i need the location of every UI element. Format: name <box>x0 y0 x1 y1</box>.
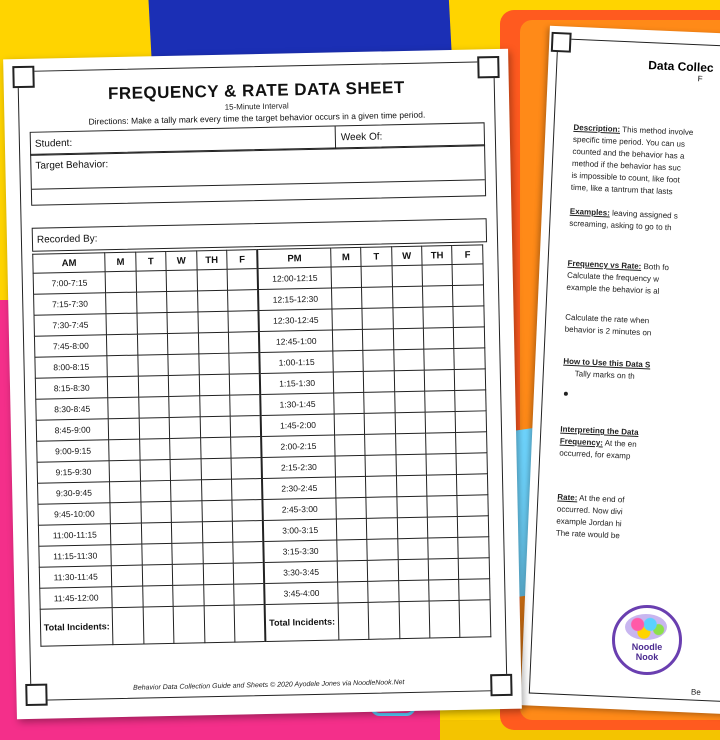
am-time-slot: 8:15-8:30 <box>35 377 108 400</box>
guide-text: example Jordan hi <box>556 516 622 529</box>
tally-cell <box>333 350 364 372</box>
tally-cell <box>227 269 258 291</box>
am-time-slot: 9:00-9:15 <box>37 440 110 463</box>
day-header: F <box>452 245 483 265</box>
pm-time-slot: 3:00-3:15 <box>263 519 336 542</box>
tally-cell <box>167 291 198 313</box>
tally-cell <box>106 313 137 335</box>
tally-cell <box>337 560 368 582</box>
tally-cell <box>137 312 168 334</box>
guide-text: specific time period. You can us <box>572 134 686 149</box>
tally-cell <box>395 433 426 455</box>
guide-heading: Examples: <box>569 206 611 218</box>
tally-cell <box>107 355 138 377</box>
pm-time-slot: 1:00-1:15 <box>260 351 333 374</box>
tally-cell <box>398 559 429 581</box>
tally-cell <box>113 607 144 645</box>
tally-cell <box>169 396 200 418</box>
tally-cell <box>140 480 171 502</box>
guide-text: At the en <box>602 438 637 449</box>
guide-text: Tally marks on th <box>574 369 635 381</box>
guide-text: occurred. Now divi <box>556 504 623 517</box>
tally-cell <box>332 308 363 330</box>
tally-cell <box>138 375 169 397</box>
tally-cell <box>331 287 362 309</box>
guide-heading: Frequency: <box>559 436 604 448</box>
tally-cell <box>173 606 204 644</box>
tally-cell <box>453 306 484 328</box>
frame-corner <box>477 56 499 78</box>
sheet-subtitle: 15-Minute Interval <box>224 101 289 112</box>
tally-cell <box>136 270 167 292</box>
tally-cell <box>137 333 168 355</box>
tally-cell <box>459 579 490 601</box>
tally-cell <box>336 497 367 519</box>
total-incidents-label: Total Incidents: <box>40 608 113 647</box>
tally-cell <box>108 397 139 419</box>
pm-time-slot: 12:45-1:00 <box>259 330 332 353</box>
tally-cell <box>110 502 141 524</box>
tally-cell <box>170 438 201 460</box>
tally-cell <box>399 601 430 639</box>
tally-cell <box>231 458 262 480</box>
tally-cell <box>393 328 424 350</box>
day-header: F <box>227 250 258 270</box>
tally-cell <box>331 266 362 288</box>
tally-cell <box>136 291 167 313</box>
tally-cell <box>452 264 483 286</box>
tally-cell <box>169 417 200 439</box>
tally-cell <box>394 370 425 392</box>
pm-time-slot: 2:00-2:15 <box>262 435 335 458</box>
tally-cell <box>230 416 261 438</box>
tally-cell <box>425 411 456 433</box>
tally-grid <box>32 244 491 646</box>
tally-cell <box>458 537 489 559</box>
tally-cell <box>428 558 459 580</box>
logo-line-2: Nook <box>635 652 659 662</box>
tally-cell <box>229 374 260 396</box>
tally-cell <box>454 327 485 349</box>
tally-cell <box>362 287 393 309</box>
tally-cell <box>422 264 453 286</box>
tally-cell <box>231 437 262 459</box>
tally-cell <box>337 581 368 603</box>
am-time-slot: 11:15-11:30 <box>39 545 112 568</box>
copyright-footer: Behavior Data Collection Guide and Sheets © 2020 Ayodele Jones via NoodleNook.Net <box>133 679 405 692</box>
tally-cell <box>423 285 454 307</box>
tally-cell <box>142 543 173 565</box>
tally-cell <box>204 605 235 643</box>
tally-cell <box>363 350 394 372</box>
tally-cell <box>392 286 423 308</box>
tally-cell <box>234 583 265 605</box>
tally-cell <box>228 311 259 333</box>
tally-cell <box>393 349 424 371</box>
tally-cell <box>397 517 428 539</box>
target-behavior-field <box>30 144 486 206</box>
tally-cell <box>203 563 234 585</box>
recorded-by-label: Recorded By: <box>36 233 98 246</box>
tally-cell <box>143 606 174 644</box>
tally-cell <box>366 497 397 519</box>
guide-heading: Frequency vs Rate: <box>567 258 642 271</box>
am-time-slot: 9:45-10:00 <box>38 503 111 526</box>
logo-text <box>615 642 679 662</box>
day-header: M <box>105 252 136 272</box>
guide-text: behavior is 2 minutes on <box>564 324 652 338</box>
brain-icon <box>625 614 667 640</box>
am-header: AM <box>33 253 106 274</box>
tally-cell <box>139 438 170 460</box>
pm-time-slot: 1:30-1:45 <box>261 393 334 416</box>
tally-cell <box>424 369 455 391</box>
tally-cell <box>458 516 489 538</box>
tally-cell <box>397 538 428 560</box>
tally-cell <box>368 602 399 640</box>
guide-bottom-text: Be <box>690 687 701 697</box>
tally-cell <box>336 518 367 540</box>
tally-cell <box>365 455 396 477</box>
guide-text: counted and the behavior has a <box>572 146 685 161</box>
tally-cell <box>107 334 138 356</box>
pm-time-slot: 2:30-2:45 <box>262 477 335 500</box>
guide-heading: How to Use this Data S <box>563 356 651 370</box>
directions-text: Directions: Make a tally mark every time the target behavior occurs in a given time period. <box>88 109 426 127</box>
tally-cell <box>456 432 487 454</box>
tally-cell <box>141 522 172 544</box>
day-header: W <box>166 251 197 271</box>
tally-cell <box>110 481 141 503</box>
tally-cell <box>361 266 392 288</box>
tally-cell <box>109 460 140 482</box>
guide-text: is impossible to count, like foot <box>571 170 681 185</box>
tally-cell <box>364 392 395 414</box>
guide-heading: Rate: <box>557 492 578 503</box>
tally-cell <box>197 290 228 312</box>
tally-cell <box>232 500 263 522</box>
tally-cell <box>202 542 233 564</box>
guide-corner <box>551 32 572 53</box>
tally-cell <box>429 600 460 638</box>
pm-time-slot: 3:15-3:30 <box>264 540 337 563</box>
tally-cell <box>112 565 143 587</box>
logo-line-1: Noodle <box>631 642 663 652</box>
sheet-title: FREQUENCY & RATE DATA SHEET <box>107 77 405 104</box>
tally-cell <box>362 308 393 330</box>
tally-cell <box>201 479 232 501</box>
tally-cell <box>199 395 230 417</box>
tally-cell <box>396 454 427 476</box>
tally-cell <box>367 539 398 561</box>
tally-cell <box>173 585 204 607</box>
tally-cell <box>203 584 234 606</box>
tally-cell <box>171 501 202 523</box>
tally-cell <box>425 390 456 412</box>
tally-cell <box>138 354 169 376</box>
tally-cell <box>365 434 396 456</box>
tally-cell <box>139 417 170 439</box>
am-time-slot: 7:45-8:00 <box>34 335 107 358</box>
tally-cell <box>397 496 428 518</box>
tally-cell <box>108 376 139 398</box>
tally-cell <box>454 348 485 370</box>
tally-cell <box>393 307 424 329</box>
tally-cell <box>233 563 264 585</box>
am-time-slot: 11:00-11:15 <box>38 524 111 547</box>
tally-cell <box>363 371 394 393</box>
pm-time-slot: 1:45-2:00 <box>261 414 334 437</box>
noodle-nook-logo <box>612 605 682 675</box>
week-of-label: Week Of: <box>340 131 383 144</box>
day-header: TH <box>196 250 227 270</box>
am-time-slot: 9:30-9:45 <box>38 482 111 505</box>
tally-cell <box>426 453 457 475</box>
data-collection-guide-sheet <box>520 26 720 715</box>
tally-cell <box>364 413 395 435</box>
tally-cell <box>366 476 397 498</box>
tally-cell <box>231 479 262 501</box>
tally-cell <box>423 327 454 349</box>
tally-cell <box>456 453 487 475</box>
tally-cell <box>230 395 261 417</box>
tally-cell <box>453 285 484 307</box>
tally-cell <box>456 411 487 433</box>
guide-text: example the behavior is al <box>566 282 660 296</box>
tally-cell <box>423 306 454 328</box>
tally-cell <box>168 333 199 355</box>
tally-cell <box>168 375 199 397</box>
am-time-slot: 7:00-7:15 <box>33 272 106 295</box>
tally-cell <box>140 459 171 481</box>
day-header: T <box>361 247 392 267</box>
tally-cell <box>105 271 136 293</box>
pm-time-slot: 12:30-12:45 <box>259 309 332 332</box>
target-behavior-label: Target Behavior: <box>35 159 109 172</box>
tally-cell <box>142 564 173 586</box>
day-header: W <box>391 246 422 266</box>
tally-cell <box>109 439 140 461</box>
tally-cell <box>424 348 455 370</box>
tally-cell <box>394 391 425 413</box>
guide-text: Calculate the frequency w <box>566 270 660 284</box>
tally-cell <box>426 432 457 454</box>
tally-cell <box>171 480 202 502</box>
tally-cell <box>106 292 137 314</box>
tally-cell <box>139 396 170 418</box>
am-time-slot: 8:45-9:00 <box>36 419 109 442</box>
tally-cell <box>457 495 488 517</box>
am-time-slot: 7:15-7:30 <box>34 293 107 316</box>
tally-cell <box>233 542 264 564</box>
guide-text: The rate would be <box>555 528 620 541</box>
tally-cell <box>172 522 203 544</box>
tally-cell <box>200 437 231 459</box>
tally-cell <box>170 459 201 481</box>
tally-cell <box>334 413 365 435</box>
pm-time-slot: 2:45-3:00 <box>263 498 336 521</box>
guide-text: leaving assigned s <box>609 208 679 221</box>
guide-text: occurred, for examp <box>559 448 631 461</box>
total-incidents-label: Total Incidents: <box>265 603 339 642</box>
tally-cell <box>202 500 233 522</box>
am-time-slot: 11:45-12:00 <box>40 587 113 610</box>
tally-cell <box>398 580 429 602</box>
guide-text: At the end of <box>577 493 625 505</box>
day-header: M <box>330 247 361 267</box>
student-label: Student: <box>34 137 73 150</box>
tally-cell <box>111 544 142 566</box>
tally-cell <box>172 564 203 586</box>
am-time-slot: 8:00-8:15 <box>35 356 108 379</box>
divider <box>335 126 336 148</box>
guide-heading: Interpreting the Data <box>560 424 639 437</box>
tally-cell <box>455 369 486 391</box>
tally-cell <box>198 311 229 333</box>
tally-cell <box>428 537 459 559</box>
tally-cell <box>332 329 363 351</box>
tally-cell <box>363 329 394 351</box>
write-line <box>32 179 485 189</box>
pm-time-slot: 1:15-1:30 <box>260 372 333 395</box>
tally-cell <box>232 521 263 543</box>
pm-time-slot: 3:30-3:45 <box>264 561 337 584</box>
tally-cell <box>197 269 228 291</box>
tally-cell <box>109 418 140 440</box>
tally-cell <box>427 516 458 538</box>
tally-cell <box>202 521 233 543</box>
guide-text: screaming, asking to go to th <box>569 218 672 233</box>
am-time-slot: 7:30-7:45 <box>34 314 107 337</box>
tally-cell <box>166 270 197 292</box>
guide-heading: Description: <box>573 122 621 134</box>
tally-cell <box>367 518 398 540</box>
am-time-slot: 8:30-8:45 <box>36 398 109 421</box>
day-header: T <box>135 251 166 271</box>
tally-cell <box>459 558 490 580</box>
tally-cell <box>392 265 423 287</box>
tally-cell <box>367 560 398 582</box>
tally-cell <box>334 434 365 456</box>
pm-header: PM <box>258 248 331 269</box>
tally-cell <box>142 585 173 607</box>
tally-cell <box>427 495 458 517</box>
tally-cell <box>395 412 426 434</box>
tally-cell <box>201 458 232 480</box>
tally-cell <box>429 579 460 601</box>
tally-cell <box>141 501 172 523</box>
guide-subtitle: F <box>697 74 703 84</box>
tally-cell <box>335 476 366 498</box>
tally-cell <box>168 354 199 376</box>
guide-text: method if the behavior has suc <box>571 158 681 173</box>
tally-cell <box>460 600 491 638</box>
sheet-frame <box>17 61 507 701</box>
day-header: TH <box>422 245 453 265</box>
pm-time-slot: 12:15-12:30 <box>258 288 331 311</box>
pm-time-slot: 2:15-2:30 <box>262 456 335 479</box>
tally-cell <box>229 353 260 375</box>
tally-cell <box>335 455 366 477</box>
pm-time-slot: 3:45-4:00 <box>265 582 338 605</box>
tally-cell <box>172 543 203 565</box>
guide-title: Data Collec <box>648 58 714 75</box>
guide-text: This method involve <box>619 124 694 138</box>
tally-cell <box>455 390 486 412</box>
tally-cell <box>199 374 230 396</box>
guide-text: time, like a tantrum that lasts <box>570 182 673 197</box>
guide-text: Calculate the rate when <box>565 312 650 326</box>
tally-cell <box>426 474 457 496</box>
tally-cell <box>457 474 488 496</box>
am-time-slot: 9:15-9:30 <box>37 461 110 484</box>
tally-cell <box>228 332 259 354</box>
tally-cell <box>198 332 229 354</box>
frequency-rate-data-sheet <box>3 49 522 719</box>
tally-cell <box>333 371 364 393</box>
tally-cell <box>167 312 198 334</box>
tally-cell <box>337 539 368 561</box>
tally-cell <box>200 416 231 438</box>
tally-cell <box>111 523 142 545</box>
guide-text: Both fo <box>641 261 670 273</box>
tally-cell <box>368 581 399 603</box>
tally-cell <box>334 392 365 414</box>
tally-cell <box>228 290 259 312</box>
tally-cell <box>198 353 229 375</box>
tally-cell <box>338 602 369 640</box>
am-time-slot: 11:30-11:45 <box>39 566 112 589</box>
tally-cell <box>112 586 143 608</box>
tally-cell <box>234 604 266 642</box>
pm-time-slot: 12:00-12:15 <box>258 267 331 290</box>
tally-cell <box>396 475 427 497</box>
